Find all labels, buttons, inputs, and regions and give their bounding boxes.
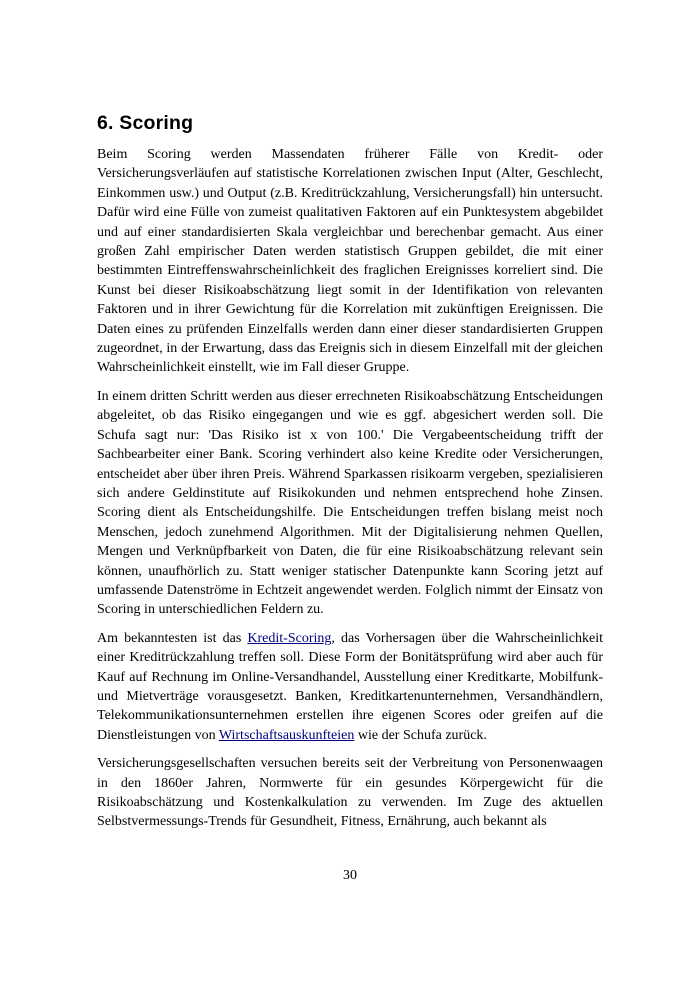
paragraph-dritter-schritt: [97, 387, 603, 620]
paragraph-text: Am bekanntesten ist das: [97, 630, 248, 646]
paragraph-versicherungen: [97, 754, 603, 832]
wirtschaftsauskunfteien-link[interactable]: Wirtschaftsauskunfteien: [218, 727, 355, 743]
paragraph-text: In einem dritten Schritt werden aus dieser errechneten Risikoabschätzung Entscheidungen abgeleitet, ob das Risiko eingegangen und wie es ggf. abgesichert werden soll. Die Schufa sagt nur: 'Das Risiko ist x von 100.' Die Vergabeentscheidung trifft der Sachbearbeiter einer Bank. Scoring verhindert also keine Kredite oder Versicherungen, entscheidet aber über ihren Preis. Während Sparkassen risikoarm vergeben, spezialisieren sich andere Geldinstitute auf Risikokunden und nehmen entsprechend hohe Zinsen. Scoring dient als Entscheidungshilfe. Die Entscheidungen treffen bislang meist noch Menschen, jedoch zunehmend Algorithmen. Mit der Digitalisierung nehmen Quellen, Mengen und Verknüpfbarkeit von Daten, die für eine Risikoabschätzung relevant sein können, unaufhörlich zu. Statt weniger statischer Datenpunkte kann Scoring jetzt auf umfassende Datenströme in Echtzeit angewendet werden. Folglich nimmt der Einsatz von Scoring in unterschiedlichen Feldern zu.: [97, 388, 603, 618]
page-number: 30: [343, 868, 357, 883]
page-content: [97, 112, 603, 841]
paragraph-kredit-scoring: [97, 629, 603, 745]
paragraph-text: Versicherungsgesellschaften versuchen bereits seit der Verbreitung von Personenwaagen in den 1860er Jahren, Normwerte für ein gesundes Körpergewicht für die Risikoabschätzung und Kostenkalkulation zu verwenden. Im Zuge des aktuellen Selbstvermessungs-Trends für Gesundheit, Fitness, Ernährung, auch bekannt als: [97, 756, 603, 830]
paragraph-text: , das Vorhersagen über die Wahrscheinlichkeit einer Kreditrückzahlung treffen soll. Diese Form der Bonitätsprüfung wird aber auch für Kauf auf Rechnung im Online-Versandhandel, Ausstellung einer Kreditkarte, Mobilfunk- und Mietverträge vorausgesetzt. Banken, Kreditkartenunternehmen, Versandhändlern, Telekommunikationsunternehmen erstellen ihre eigenen Scores oder greifen auf die Dienstleistungen von: [97, 630, 603, 743]
kredit-scoring-link[interactable]: Kredit-Scoring: [247, 630, 332, 646]
paragraph-scoring-intro: [97, 145, 603, 378]
paragraph-text: wie der Schufa zurück.: [354, 727, 487, 743]
section-heading: 6. Scoring: [97, 112, 194, 134]
paragraph-text: Beim Scoring werden Massendaten früherer Fälle von Kredit- oder Versicherungsverläufen auf statistische Korrelationen zwischen Input (Alter, Geschlecht, Einkommen usw.) und Output (z.B. Kreditrückzahlung, Versicherungsfall) hin untersucht. Dafür wird eine Fülle von zumeist qualitativen Faktoren auf ein Punktesystem abgebildet und auf einer standardisierten Skala vergleichbar und berechenbar gemacht. Aus einer großen Zahl empirischer Daten werden statistisch Gruppen gebildet, die mit einer bestimmten Eintreffenswahrscheinlichkeit des fraglichen Ereignisses korreliert sind. Die Kunst bei dieser Risikoabschätzung liegt somit in der Identifikation von relevanten Faktoren und in ihrer Gewichtung für die Korrelation mit zukünftigen Ereignissen. Die Daten eines zu prüfenden Einzelfalls werden dann einer dieser standardisierten Gruppen zugeordnet, in der Erwartung, dass das Ereignis sich in diesem Einzelfall mit der gleichen Wahrscheinlichkeit einstellt, wie im Fall dieser Gruppe.: [97, 147, 603, 376]
